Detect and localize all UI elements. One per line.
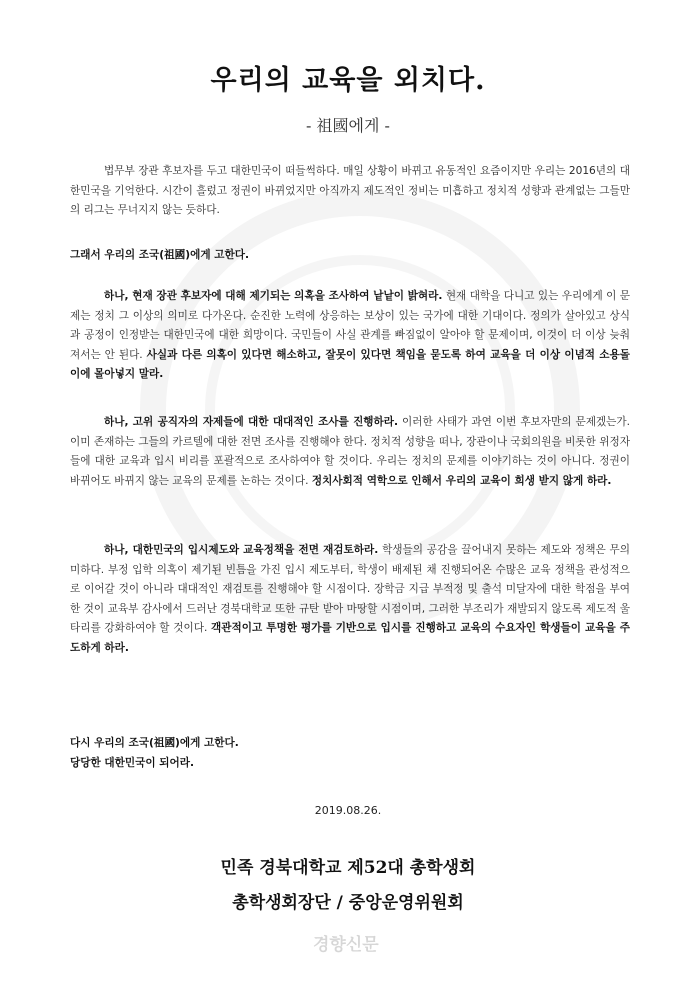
demand-1-text: 현재 대학을 다니고 있는 우리에게 이 문제는 정치 그 이상의 의미로 다가온다. 순진한 노력에 상응하는 보상이 있는 국가에 대한 기대이다. 정의가 살아있고 상식과 공정이 인정받는 대한민국에 대한 희망이다. 국민들이 사실 관계를 빠짐없이 알아야 할 문제이며, 이것이 더 이상 늦춰져서는 안 된다. [70,290,631,361]
intro-paragraph: 법무부 장관 후보자를 두고 대한민국이 떠들썩하다. 매일 상황이 바뀌고 유동적인 요즘이지만 우리는 2016년의 대한민국을 기억한다. 시간이 흘렀고 정권이 바뀌었지만 아직까지 제도적인 정비는 미흡하고 정치적 성향과 관계없는 그들만의 리그는 무너지지 않는 듯하다. [70,165,630,217]
closing-block [70,734,630,773]
demand-1-heading: 하나, 현재 장관 후보자에 대해 제기되는 의혹을 조사하여 낱낱이 밝혀라. [104,290,443,302]
document-title: 우리의 교육을 외치다. [210,65,486,96]
signature-line-2: 총학생회장단 / 중앙운영위원회 [232,893,464,913]
demand-2-text: 이러한 사태가 과연 이번 후보자만의 문제겠는가. 이미 존재하는 그들의 카르텔에 대한 전면 조사를 진행해야 한다. 정치적 성향을 떠나, 장관이나 국회의원을 비롯한 위정자들에 대한 교육과 입시 비리를 포괄적으로 조사하여야 할 것이다. 우리는 정치의 문제를 이야기하는 것이 아니다. 정권이 바뀌어도 바뀌지 않는 교육의 문제를 논하는 것이다. [70,416,631,487]
demand-3-conclusion: 객관적이고 투명한 평가를 기반으로 입시를 진행하고 교육의 수요자인 학생들이 교육을 주도하게 하라. [70,622,631,654]
demand-3-text: 학생들의 공감을 끌어내지 못하는 제도와 정책은 무의미하다. 부정 입학 의혹이 제기된 빈틈을 가진 입시 제도부터, 학생이 배제된 채 진행되어온 수많은 교육 정책을 관성적으로 이어갈 것이 아니라 대대적인 재검토를 진행해야 할 시점이다. 장학금 지급 부적정 및 출석 미달자에 대한 학점을 부여한 것이 교육부 감사에서 드러난 경북대학교 또한 규탄 받아 마땅할 시점이며, 그러한 부조리가 재발되지 않도록 제도적 울타리를 강화하여야 할 것이다. [70,544,631,635]
demand-paragraph-1 [70,287,630,385]
newspaper-watermark: 경향신문 [313,935,379,955]
demand-3-heading: 하나, 대한민국의 입시제도와 교육정책을 전면 재검토하라. [104,544,379,556]
demand-1-conclusion: 사실과 다른 의혹이 있다면 해소하고, 잘못이 있다면 책임을 묻도록 하여 교육을 더 이상 이념적 소용돌이에 몰아넣지 말라. [70,348,631,381]
declaration-line: 그래서 우리의 조국(祖國)에게 고한다. [70,249,249,261]
demand-2-conclusion: 정치사회적 역학으로 인해서 우리의 교육이 희생 받지 않게 하라. [311,474,612,487]
closing-line-2: 당당한 대한민국이 되어라. [70,756,194,769]
demand-paragraph-3 [70,541,630,659]
demand-paragraph-2 [70,413,630,491]
document-date: 2019.08.26. [314,804,382,817]
closing-line-1: 다시 우리의 조국(祖國)에게 고한다. [70,737,239,749]
demand-2-heading: 하나, 고위 공직자의 자제들에 대한 대대적인 조사를 진행하라. [104,416,399,428]
signature-line-1: 민족 경북대학교 제52대 총학생회 [220,858,476,878]
document-subtitle: - 祖國에게 - [306,116,390,135]
